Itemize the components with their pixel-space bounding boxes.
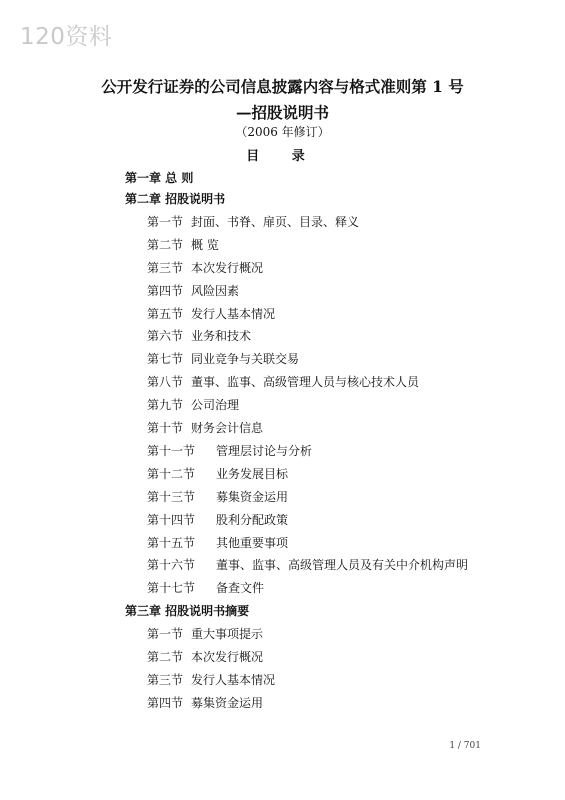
page-number: 1 / 701	[449, 741, 481, 751]
toc-section-number: 第四节	[147, 695, 184, 710]
toc-section-number: 第二节	[147, 650, 184, 664]
toc-section-title: 本次发行概况	[191, 260, 264, 275]
toc-section-number: 第一节	[147, 627, 184, 642]
toc-section-number: 第十五节	[147, 535, 196, 550]
toc-section-number: 第三节	[147, 260, 184, 275]
toc-chapter: 第三章 招股说明书摘要	[125, 604, 250, 619]
toc-section-title: 募集资金运用	[216, 489, 289, 504]
toc-section-number: 第九节	[147, 398, 184, 413]
toc-section-title: 备查文件	[216, 581, 265, 596]
toc-section-title: 概 览	[191, 237, 219, 252]
toc-section-title: 重大事项提示	[191, 627, 264, 642]
toc-section-title: 本次发行概况	[191, 650, 264, 664]
toc-section-title: 业务和技术	[191, 329, 252, 344]
toc-section-title: 业务发展目标	[216, 466, 289, 481]
watermark-logo: 120资料	[20, 24, 113, 50]
document-title	[0, 76, 565, 124]
toc-section-number: 第二节	[147, 237, 184, 252]
toc-section-title: 风险因素	[191, 283, 240, 298]
toc-section-title: 发行人基本情况	[191, 306, 276, 321]
toc-section-title: 封面、书脊、扉页、目录、释义	[191, 214, 360, 229]
toc-heading	[0, 148, 565, 166]
toc-section-number: 第三节	[147, 672, 184, 687]
toc-section-number: 第十二节	[147, 466, 196, 481]
toc-section-title: 公司治理	[191, 398, 240, 413]
toc-section-number: 第十六节	[147, 558, 196, 573]
toc-section-number: 第十四节	[147, 512, 196, 527]
toc-section-number: 第十一节	[147, 443, 196, 458]
toc-section-title: 同业竞争与关联交易	[191, 352, 300, 367]
toc-section-title: 股利分配政策	[216, 512, 289, 527]
toc-section-title: 发行人基本情况	[191, 672, 276, 687]
toc-section-number: 第十节	[147, 421, 184, 435]
title-line-2: —招股说明书	[235, 103, 329, 122]
toc-chapter: 第二章 招股说明书	[125, 192, 226, 206]
revision-note: （2006 年修订）	[235, 125, 330, 139]
toc-section-number: 第七节	[147, 352, 184, 367]
toc-section-title: 募集资金运用	[191, 695, 264, 710]
toc-section-number: 第十七节	[147, 581, 196, 596]
toc-section-title: 财务会计信息	[191, 421, 264, 435]
toc-section-number: 第四节	[147, 283, 184, 298]
toc-section-title: 管理层讨论与分析	[216, 443, 313, 458]
toc-section-number: 第六节	[147, 329, 184, 344]
toc-section-title: 董事、监事、高级管理人员及有关中介机构声明	[216, 558, 469, 573]
toc-section-title: 其他重要事项	[216, 535, 289, 550]
toc-heading-text: 目 录	[246, 149, 319, 164]
toc-chapter: 第一章 总 则	[125, 171, 194, 185]
toc-section-number: 第五节	[147, 306, 184, 321]
toc-section-number: 第八节	[147, 375, 184, 390]
toc-section-number: 第一节	[147, 214, 184, 229]
toc-section-title: 董事、监事、高级管理人员与核心技术人员	[191, 375, 420, 390]
title-line-1: 公开发行证券的公司信息披露内容与格式准则第 1 号	[101, 77, 464, 96]
toc-section-number: 第十三节	[147, 489, 196, 504]
